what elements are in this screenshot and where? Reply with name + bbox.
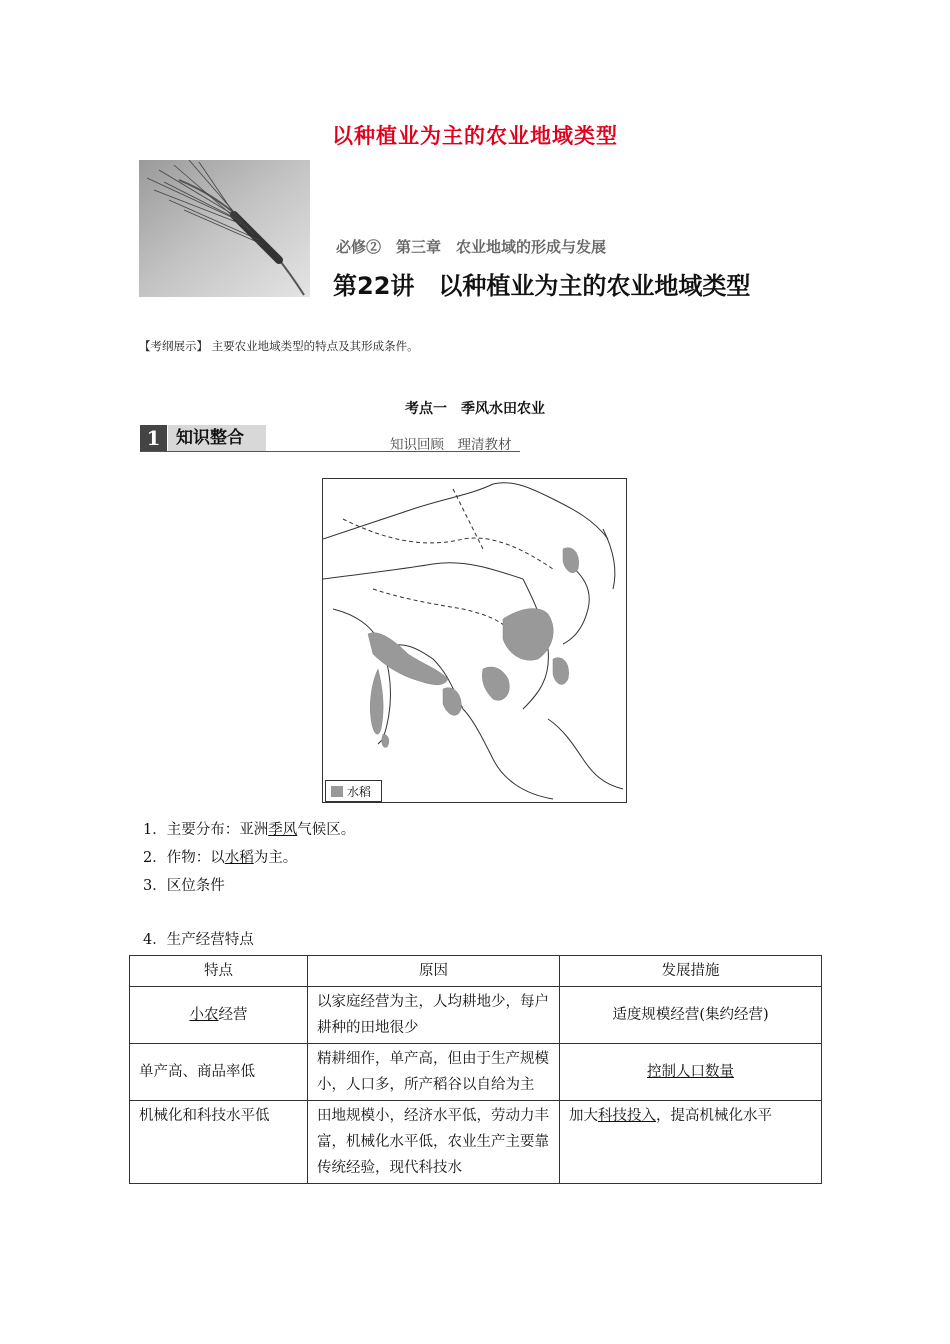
table-row xyxy=(130,987,822,1044)
header-reason: 原因 xyxy=(308,956,560,987)
item-crop xyxy=(143,846,297,867)
asia-rice-map xyxy=(322,478,627,803)
item-1-suffix: 气候区。 xyxy=(297,822,356,838)
section-number: 1 xyxy=(140,425,167,451)
header-feature: 特点 xyxy=(130,956,308,987)
item-distribution xyxy=(143,818,355,839)
syllabus-line xyxy=(139,338,419,354)
table-header-row xyxy=(130,956,822,987)
item-location: 3．区位条件 xyxy=(143,878,225,894)
map-drawing xyxy=(323,479,627,803)
syllabus-tag: 【考纲展示】 xyxy=(139,339,208,353)
document-title: 以种植业为主的农业地域类型 xyxy=(332,124,618,148)
feature-answer: 小农 xyxy=(189,1007,219,1023)
item-2-answer: 水稻 xyxy=(224,850,254,866)
production-features-table xyxy=(129,955,822,1184)
feature-cell: 单产高、商品率低 xyxy=(130,1044,308,1101)
feature-suffix: 经营 xyxy=(218,1007,248,1023)
measure-cell xyxy=(560,1044,822,1101)
syllabus-text: 主要农业地域类型的特点及其形成条件。 xyxy=(211,339,419,353)
measure-answer: 科技投入 xyxy=(598,1108,656,1124)
reason-cell: 精耕细作，单产高，但由于生产规模小，人口多，所产稻谷以自给为主 xyxy=(308,1044,560,1101)
item-production: 4．生产经营特点 xyxy=(143,932,254,948)
feature-cell: 机械化和科技水平低 xyxy=(130,1101,308,1184)
item-2-text: 2．作物：以 xyxy=(143,850,225,866)
reason-cell: 以家庭经营为主，人均耕地少，每户耕种的田地很少 xyxy=(308,987,560,1044)
measure-prefix: 加大 xyxy=(569,1108,598,1124)
wheat-banner-image xyxy=(139,160,310,297)
wheat-photo xyxy=(139,160,310,297)
item-2-suffix: 为主。 xyxy=(253,850,298,866)
legend-label: 水稻 xyxy=(347,785,372,799)
exam-point-title: 考点一 季风水田农业 xyxy=(405,401,545,417)
map-legend xyxy=(325,780,382,802)
section-subtitle: 知识回顾 理清教材 xyxy=(390,437,512,453)
measure-suffix: ，提高机械化水平 xyxy=(656,1108,772,1124)
item-1-answer: 季风 xyxy=(268,822,298,838)
measure-cell xyxy=(560,1101,822,1184)
table-row xyxy=(130,1101,822,1184)
measure-cell: 适度规模经营(集约经营) xyxy=(560,987,822,1044)
reason-cell: 田地规模小，经济水平低，劳动力丰富，机械化水平低，农业生产主要靠传统经验，现代科技水 xyxy=(308,1101,560,1184)
chapter-line: 必修② 第三章 农业地域的形成与发展 xyxy=(336,238,607,256)
measure-answer: 控制人口数量 xyxy=(647,1064,734,1080)
lecture-title: 第22讲 以种植业为主的农业地域类型 xyxy=(333,272,751,300)
item-1-text: 1．主要分布：亚洲 xyxy=(143,822,269,838)
feature-cell xyxy=(130,987,308,1044)
header-measure: 发展措施 xyxy=(560,956,822,987)
legend-swatch xyxy=(331,786,343,797)
table-row xyxy=(130,1044,822,1101)
section-label: 知识整合 xyxy=(168,425,266,451)
